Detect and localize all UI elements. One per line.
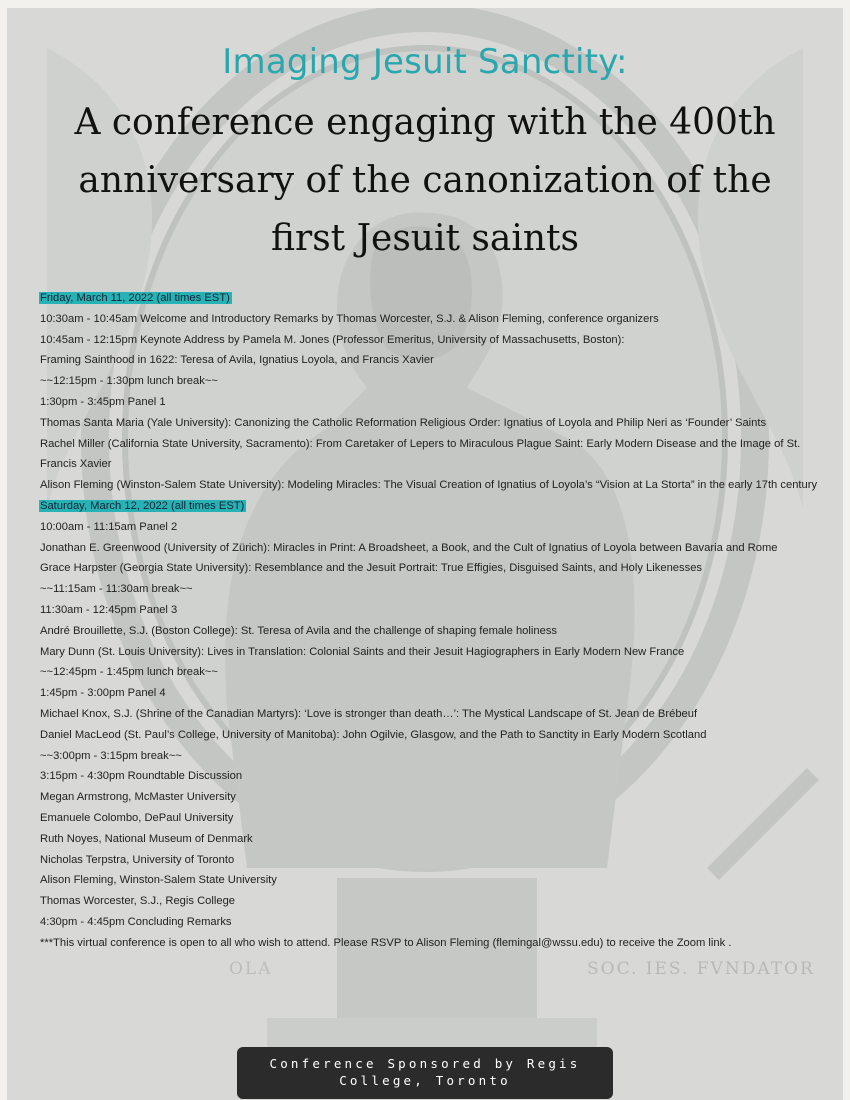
schedule-line: Emanuele Colombo, DePaul University bbox=[40, 811, 234, 824]
schedule-line: Alison Fleming, Winston-Salem State University bbox=[40, 874, 277, 887]
schedule-line: Grace Harpster (Georgia State University): Resemblance and the Jesuit Portrait: True Effigies, Disguised Saints, and Holy Likenesses bbox=[40, 562, 703, 575]
schedule-line: André Brouillette, S.J. (Boston College): St. Teresa of Avila and the challenge of shaping female holiness bbox=[40, 624, 558, 637]
schedule-line: Jonathan E. Greenwood (University of Zürich): Miracles in Print: A Broadsheet, a Book, and the Cult of Ignatius of Loyola between Bavaria and Rome bbox=[40, 541, 778, 554]
page-title: Imaging Jesuit Sanctity: bbox=[222, 42, 628, 82]
page-subtitle: A conference engaging with the 400th anniversary of the canonization of the first Jesuit saints bbox=[74, 102, 776, 259]
schedule-line: Nicholas Terpstra, University of Toronto bbox=[40, 853, 235, 866]
schedule-line: 4:30pm - 4:45pm Concluding Remarks bbox=[40, 915, 232, 928]
sponsor-banner: Conference Sponsored by Regis College, Toronto bbox=[237, 1047, 613, 1099]
schedule-line: 10:30am - 10:45am Welcome and Introductory Remarks by Thomas Worcester, S.J. & Alison Fleming, conference organizers bbox=[40, 312, 659, 325]
schedule-line: Ruth Noyes, National Museum of Denmark bbox=[40, 832, 253, 845]
schedule-line: ~~11:15am - 11:30am break~~ bbox=[40, 583, 193, 596]
schedule bbox=[40, 288, 826, 954]
schedule-line: Mary Dunn (St. Louis University): Lives in Translation: Colonial Saints and their Jesuit Hagiographers in Early Modern New France bbox=[40, 645, 685, 658]
poster bbox=[7, 8, 843, 1100]
schedule-line: Alison Fleming (Winston-Salem State University): Modeling Miracles: The Visual Creation of Ignatius of Loyola’s “Vision at La Storta” in the early 17th century bbox=[40, 479, 818, 492]
schedule-line: ~~12:45pm - 1:45pm lunch break~~ bbox=[40, 666, 218, 679]
engraving-inscription: SOC. IES. FVNDATOR bbox=[587, 959, 815, 979]
schedule-line: 3:15pm - 4:30pm Roundtable Discussion bbox=[40, 770, 243, 783]
schedule-line: Megan Armstrong, McMaster University bbox=[40, 791, 236, 804]
schedule-line: Michael Knox, S.J. (Shrine of the Canadian Martyrs): ‘Love is stronger than death…’: The Mystical Landscape of St. Jean de Brébeuf bbox=[40, 707, 698, 720]
day-highlight: Saturday, March 12, 2022 (all times EST) bbox=[40, 499, 245, 512]
engraving-inscription-left: OLA bbox=[229, 959, 273, 979]
schedule-line: ~~3:00pm - 3:15pm break~~ bbox=[40, 749, 182, 762]
content bbox=[7, 8, 843, 1100]
schedule-line: ~~12:15pm - 1:30pm lunch break~~ bbox=[40, 375, 218, 388]
schedule-line: Rachel Miller (California State University, Sacramento): From Caretaker of Lepers to Miraculous Plague Saint: Early Modern Disease and the Image of St. Francis Xavier bbox=[40, 437, 801, 471]
schedule-line: 1:30pm - 3:45pm Panel 1 bbox=[40, 395, 166, 408]
schedule-line: 1:45pm - 3:00pm Panel 4 bbox=[40, 687, 166, 700]
schedule-day-heading bbox=[40, 496, 826, 517]
day-highlight: Friday, March 11, 2022 (all times EST) bbox=[40, 292, 230, 304]
schedule-line: ***This virtual conference is open to all who wish to attend. Please RSVP to Alison Fleming (flemingal@wssu.edu) to receive the Zoom link . bbox=[40, 936, 732, 949]
schedule-day-heading bbox=[40, 288, 826, 309]
schedule-line: 10:45am - 12:15pm Keynote Address by Pamela M. Jones (Professor Emeritus, University of Massachusetts, Boston): bbox=[40, 333, 625, 346]
schedule-line: 11:30am - 12:45pm Panel 3 bbox=[40, 603, 178, 616]
schedule-line: Daniel MacLeod (St. Paul’s College, University of Manitoba): John Ogilvie, Glasgow, and the Path to Sanctity in Early Modern Scotland bbox=[40, 728, 707, 741]
schedule-line: Thomas Santa Maria (Yale University): Canonizing the Catholic Reformation Religious Order: Ignatius of Loyola and Philip Neri as ‘Founder’ Saints bbox=[40, 416, 767, 429]
schedule-line: 10:00am - 11:15am Panel 2 bbox=[40, 520, 178, 533]
schedule-line: Thomas Worcester, S.J., Regis College bbox=[40, 895, 236, 908]
schedule-line: Framing Sainthood in 1622: Teresa of Avila, Ignatius Loyola, and Francis Xavier bbox=[40, 354, 434, 367]
